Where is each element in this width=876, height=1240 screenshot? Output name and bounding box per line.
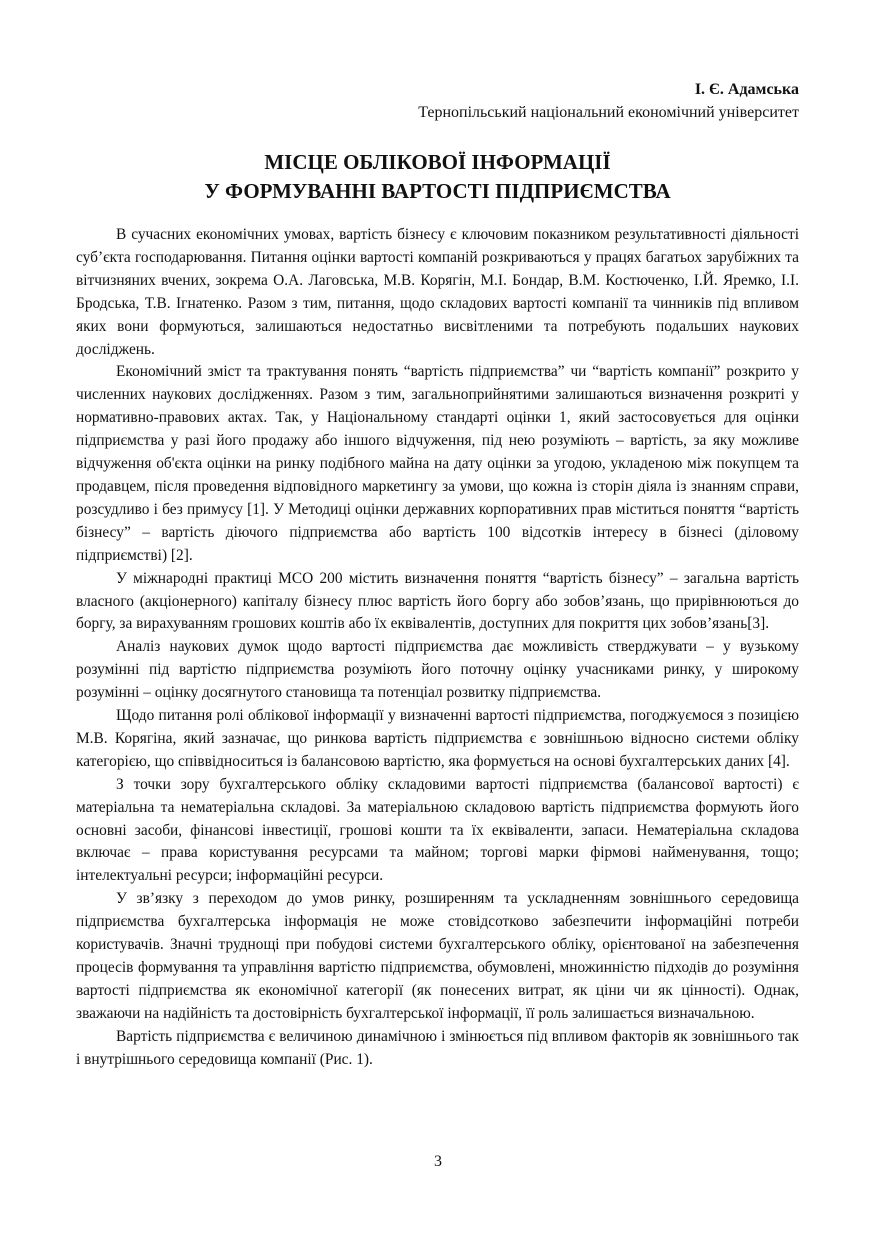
document-page [76,78,799,1072]
body-paragraph: Аналіз наукових думок щодо вартості підприємства дає можливість стверджувати – у вузькому розумінні під вартістю підприємства розуміють його поточну оцінку учасниками ринку, у широкому розумінні – оцінку досягнутого становища та потенціал розвитку підприємства. [76,638,799,702]
page-number: 3 [434,1153,442,1170]
body-paragraph: У зв’язку з переходом до умов ринку, розширенням та ускладненням зовнішнього середовища підприємства бухгалтерська інформація не може стовідсотково забезпечити інформаційні потреби користувачів. Значні труднощі при побудові системи бухгалтерського обліку, орієнтованої на забезпечення процесів формування та управління вартістю підприємства, обумовлені, множинністю підходів до розуміння вартості підприємства як економічної категорії (як понесених витрат, як ціни чи як цінності). Однак, зважаючи на надійність та достовірність бухгалтерської інформації, її роль залишається визначальною. [76,890,799,1022]
body-paragraph: Вартість підприємства є величиною динамічною і змінюється під впливом факторів як зовнішнього так і внутрішнього середовища компанії (Рис. 1). [76,1027,799,1068]
body-paragraph: Щодо питання ролі облікової інформації у визначенні вартості підприємства, погоджуємося з позицією М.В. Корягіна, який зазначає, що ринкова вартість підприємства є зовнішньою відносно системи обліку категорією, що співвідноситься із балансовою вартістю, яка формується на основі бухгалтерських даних [4]. [76,707,799,770]
author-name: І. Є. Адамська [694,81,799,98]
author-affiliation: Тернопільський національний економічний університет [418,104,799,121]
article-body [76,224,799,1072]
body-paragraph: В сучасних економічних умовах, вартість бізнесу є ключовим показником результативності діяльності суб’єкта господарювання. Питання оцінки вартості компаній розкриваються у працях багатьох зарубіжних та вітчизняних вчених, зокрема О.А. Лаговська, М.В. Корягін, М.І. Бондар, В.М. Костюченко, І.Й. Яремко, І.І. Бродська, Т.В. Ігнатенко. Разом з тим, питання, щодо складових вартості компанії та чинників під впливом яких вони формуються, залишаються недостатньо висвітленими та потребують подальших наукових досліджень. [76,226,799,358]
article-title-line-2: У ФОРМУВАННІ ВАРТОСТІ ПІДПРИЄМСТВА [204,179,671,203]
article-title [76,148,799,206]
body-paragraph: Економічний зміст та трактування понять “вартість підприємства” чи “вартість компанії” розкрито у численних наукових дослідженнях. Разом з тим, загальноприйнятими залишаються визначення розкриті у нормативно-правових актах. Так, у Національному стандарті оцінки 1, який застосовується для оцінки підприємства у разі його продажу або іншого відчуження, під нею розуміють – вартість, за яку можливе відчуження об'єкта оцінки на ринку подібного майна на дату оцінки за угодою, укладеною між покупцем та продавцем, після проведення відповідного маркетингу за умови, що кожна із сторін діяла із знанням справи, розсудливо і без примусу [1]. У Методиці оцінки державних корпоративних прав міститься поняття “вартість бізнесу” – вартість діючого підприємства або вартість 100 відсотків інтересу в бізнесі (діловому підприємстві) [2]. [76,363,799,564]
article-title-line-1: МІСЦЕ ОБЛІКОВОЇ ІНФОРМАЦІЇ [264,150,611,174]
body-paragraph: У міжнародні практиці МСО 200 містить визначення поняття “вартість бізнесу” – загальна вартість власного (акціонерного) капіталу бізнесу плюс вартість його боргу або зобов’язань, що прирівнюються до боргу, за вирахуванням грошових коштів або їх еквівалентів, доступних для покриття цих зобов’язань[3]. [76,569,799,633]
body-paragraph: З точки зору бухгалтерського обліку складовими вартості підприємства (балансової вартості) є матеріальна та нематеріальна складові. За матеріальною складовою вартість підприємства формують його основні засоби, фінансові інвестиції, грошові кошти та їх еквіваленти, запаси. Нематеріальна складова включає – права користування ресурсами та майном; торгові марки фірмові найменування, тощо; інтелектуальні ресурси; інформаційні ресурси. [76,775,799,885]
